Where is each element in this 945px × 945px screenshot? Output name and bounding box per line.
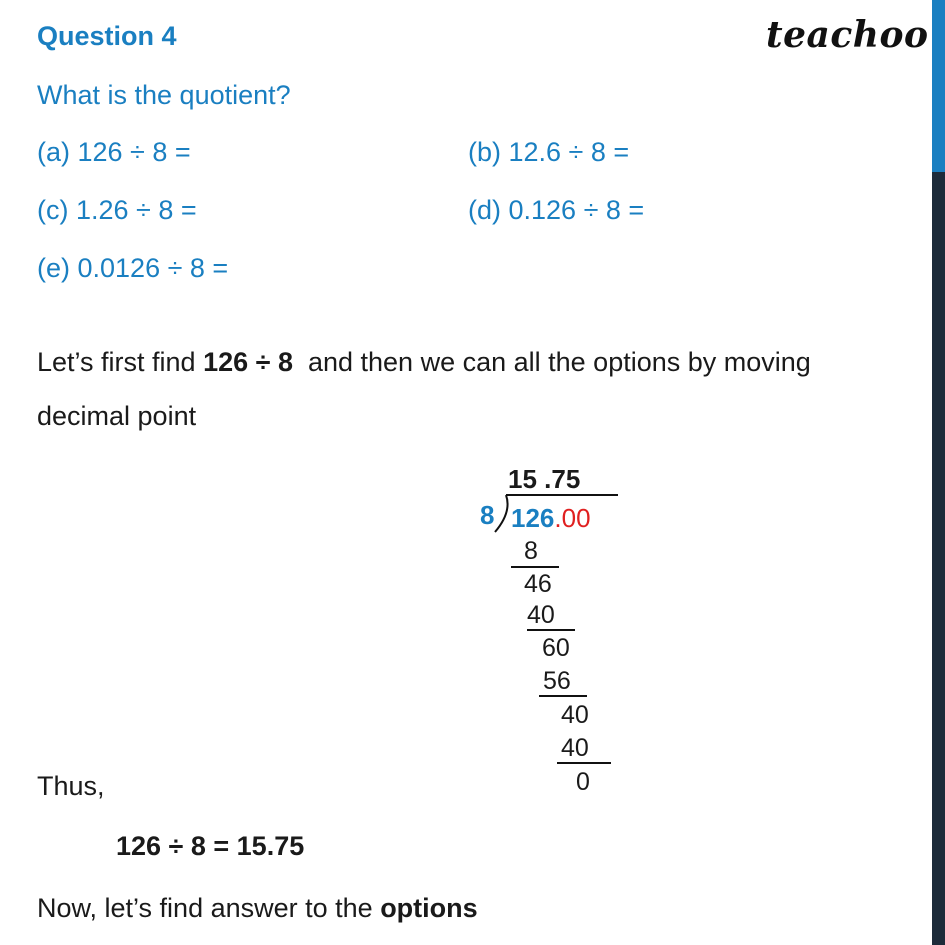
step-4: 60	[542, 634, 570, 662]
solution-intro	[37, 347, 811, 378]
dividend-integer: 126	[511, 503, 555, 533]
solution-intro-line2: decimal point	[37, 401, 197, 431]
step-3: 40	[527, 601, 555, 629]
intro-text-before: Let’s first find	[37, 347, 204, 377]
step-line-1	[511, 566, 559, 568]
options-intro-text: Now, let’s find answer to the	[37, 893, 381, 923]
divisor: 8	[480, 500, 495, 530]
step-7: 40	[561, 734, 589, 762]
question-title: Question 4	[37, 21, 177, 51]
dividend	[511, 503, 591, 534]
options-intro	[37, 893, 478, 924]
quotient: 15 .75	[508, 464, 581, 494]
options-intro-bold: options	[380, 893, 478, 923]
right-sidebar	[932, 0, 945, 945]
step-2: 46	[524, 570, 552, 598]
step-6: 40	[561, 701, 589, 729]
step-8: 0	[576, 768, 590, 796]
intro-text-after: and then we can all the options by moving	[292, 347, 811, 377]
option-c: (c) 1.26 ÷ 8 =	[37, 195, 197, 225]
step-line-2	[527, 629, 575, 631]
step-line-4	[557, 762, 611, 764]
result-equation: 126 ÷ 8 = 15.75	[116, 831, 305, 861]
teachoo-logo: teachoo	[766, 14, 929, 56]
step-1: 8	[524, 537, 538, 565]
step-5: 56	[543, 667, 571, 695]
option-b: (b) 12.6 ÷ 8 =	[468, 137, 630, 167]
division-bar	[506, 494, 618, 496]
intro-expression: 126 ÷ 8	[203, 347, 293, 377]
option-a: (a) 126 ÷ 8 =	[37, 137, 191, 167]
step-line-3	[539, 695, 587, 697]
sidebar-accent	[932, 0, 945, 172]
option-d: (d) 0.126 ÷ 8 =	[468, 195, 645, 225]
thus-label: Thus,	[37, 771, 105, 801]
question-prompt: What is the quotient?	[37, 80, 291, 110]
dividend-decimal: .00	[554, 503, 591, 533]
option-e: (e) 0.0126 ÷ 8 =	[37, 253, 229, 283]
